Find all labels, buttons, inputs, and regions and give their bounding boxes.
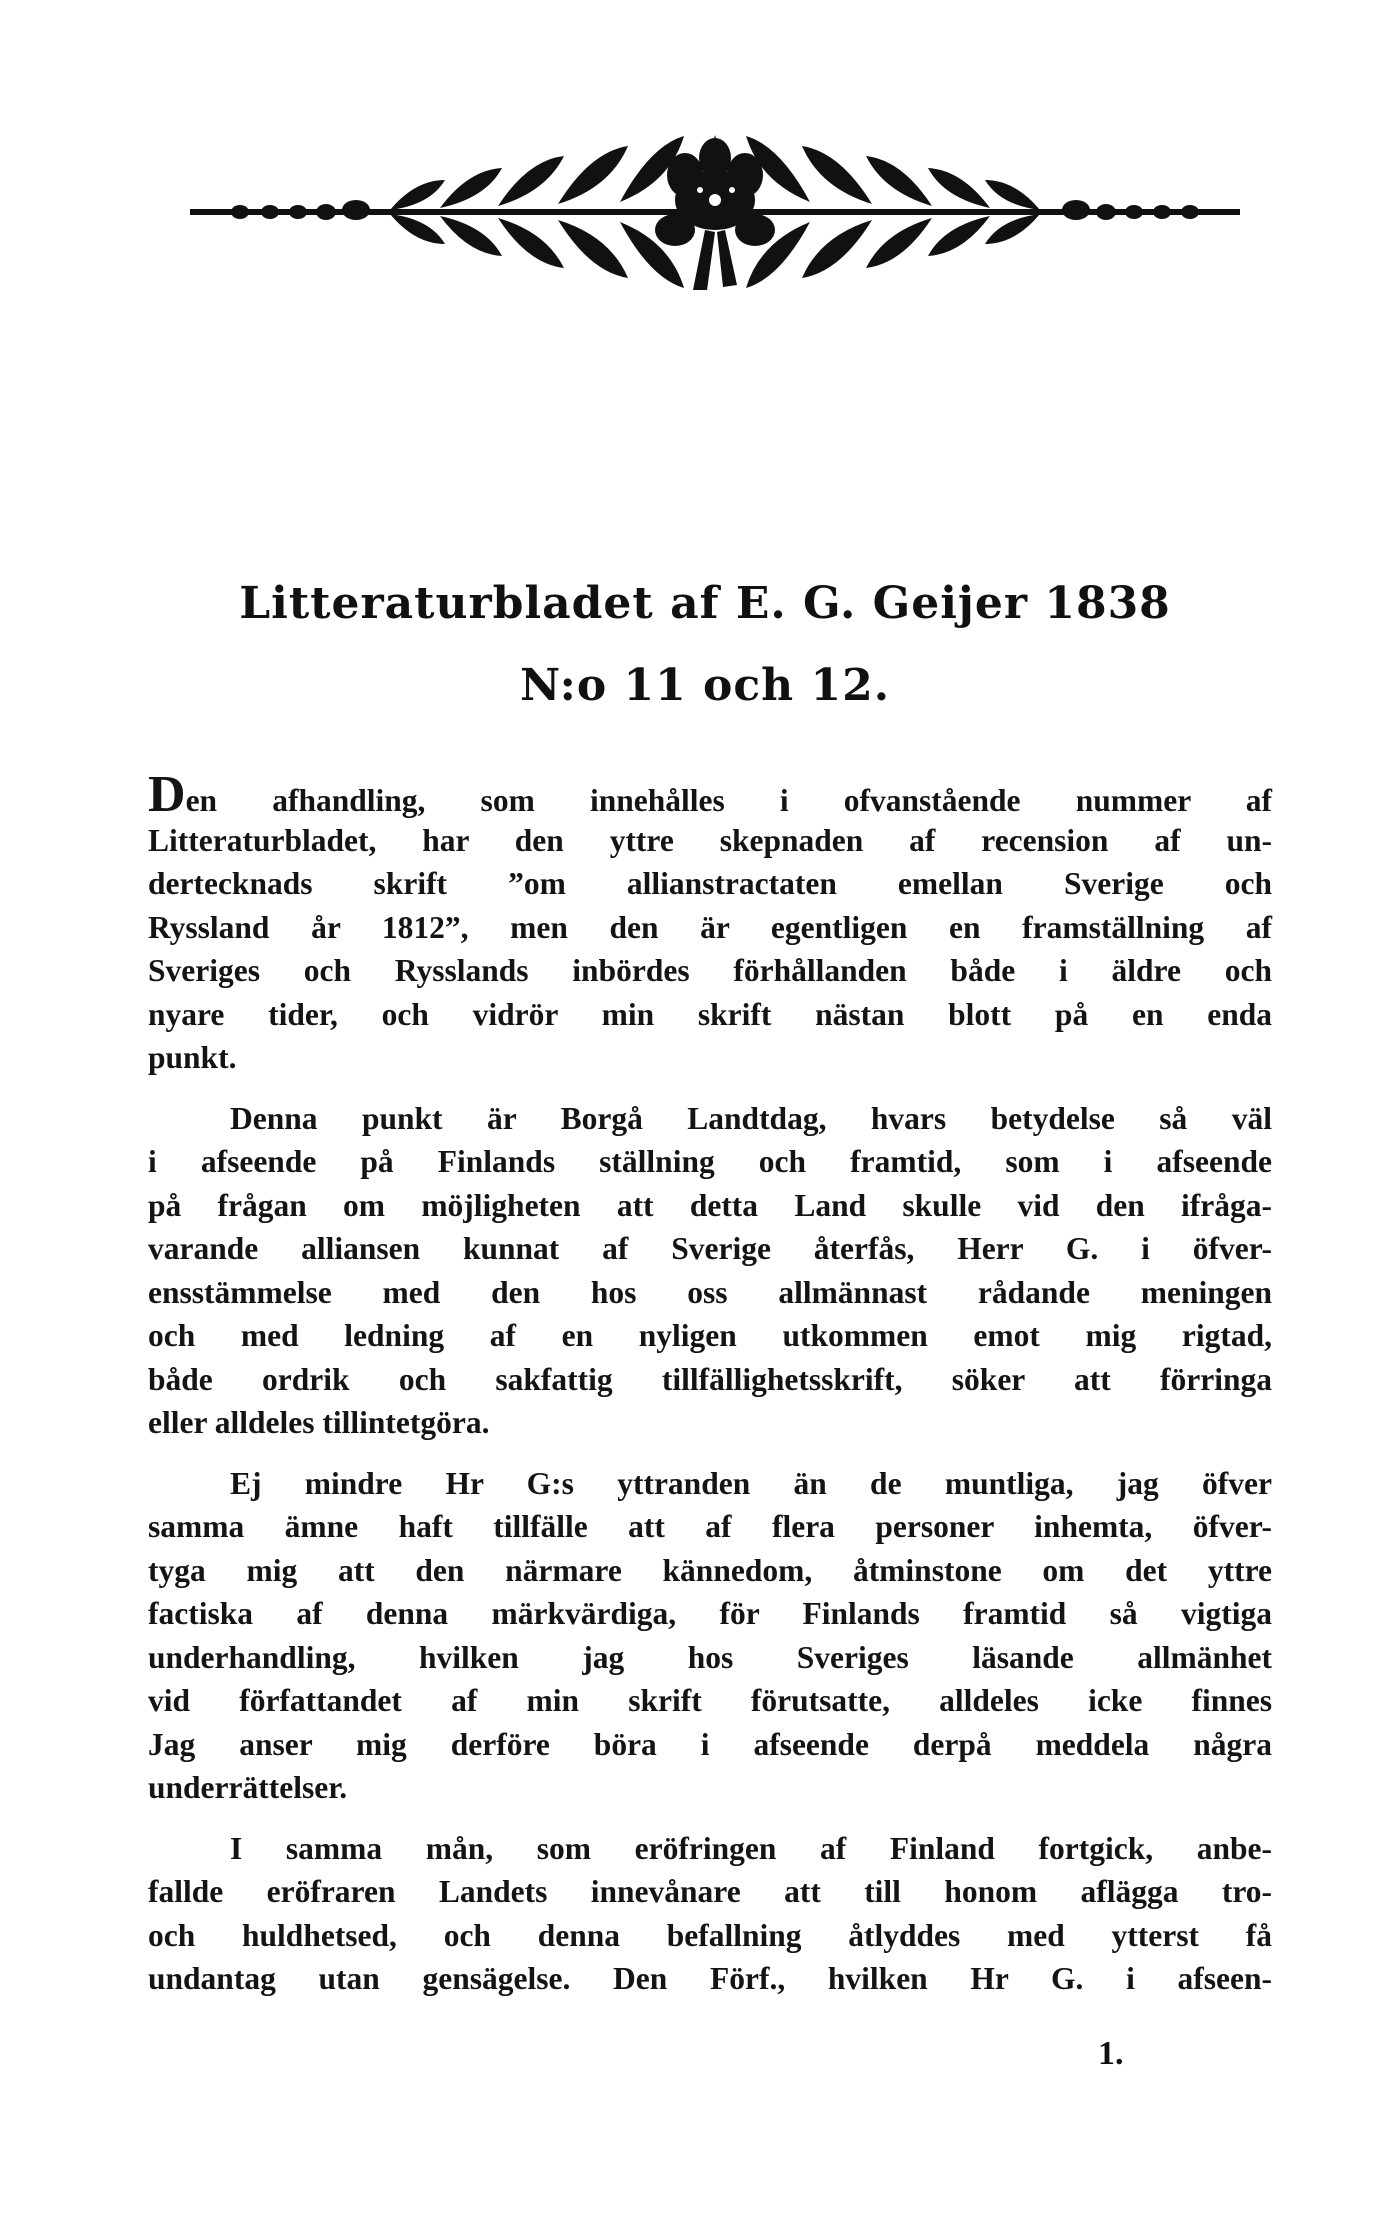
text-line: fallde eröfraren Landets innevånare att till honom aflägga tro- — [148, 1874, 1272, 1909]
text-line: Litteraturbladet, har den yttre skepnaden af recension af un- — [148, 822, 1272, 858]
page-number: 1. — [1098, 2035, 1124, 2072]
text-line: nyare tider, och vidrör min skrift nästan blott på en enda — [148, 996, 1272, 1032]
text-line — [148, 766, 1272, 823]
text-line: eller alldeles tillintetgöra. — [148, 1405, 490, 1440]
text-line: på frågan om möjligheten att detta Land skulle vid den ifråga- — [148, 1187, 1272, 1223]
text-line: Sveriges och Rysslands inbördes förhållanden både i äldre och — [148, 953, 1272, 988]
laurel-branch-ornament-icon — [180, 130, 1250, 300]
text-line: undantag utan gensägelse. Den Förf., hvilken Hr G. i afseen- — [148, 1961, 1272, 1996]
text-line: i afseende på Finlands ställning och framtid, som i afseende — [148, 1144, 1272, 1179]
paragraph-4 — [148, 1827, 1272, 2001]
issue-number: N:o 11 och 12. — [519, 660, 891, 711]
text-line: dertecknads skrift ”om allianstractaten emellan Sverige och — [148, 866, 1272, 901]
text-line: ensstämmelse med den hos oss allmännast rådande meningen — [148, 1274, 1272, 1310]
text-line: punkt. — [148, 1040, 237, 1075]
text-line: både ordrik och sakfattig tillfällighetsskrift, söker att förringa — [148, 1361, 1272, 1397]
text-line-content: en afhandling, som innehålles i ofvanstående nummer af — [185, 783, 1272, 818]
text-line: samma ämne haft tillfälle att af flera personer inhemta, öfver- — [148, 1509, 1272, 1544]
text-line: Denna punkt är Borgå Landtdag, hvars betydelse så väl — [230, 1100, 1272, 1136]
text-line: Ryssland år 1812”, men den är egentligen en framställning af — [148, 909, 1272, 945]
paragraph-1 — [148, 766, 1272, 1080]
text-line: underhandling, hvilken jag hos Sveriges läsande allmänhet — [148, 1639, 1272, 1675]
text-line: och med ledning af en nyligen utkommen emot mig rigtad, — [148, 1318, 1272, 1353]
text-line: I samma mån, som eröfringen af Finland fortgick, anbe- — [230, 1830, 1272, 1866]
article-body — [148, 766, 1272, 2001]
journal-title: Litteraturbladet af E. G. Geijer 1838 — [239, 578, 1171, 629]
text-line: factiska af denna märkvärdiga, för Finlands framtid så vigtiga — [148, 1596, 1272, 1631]
text-line: vid författandet af min skrift förutsatte, alldeles icke finnes — [148, 1683, 1272, 1718]
drop-cap: D — [148, 766, 186, 823]
text-line: och huldhetsed, och denna befallning åtlyddes med ytterst få — [148, 1917, 1272, 1953]
text-line: varande alliansen kunnat af Sverige återfås, Herr G. i öfver- — [148, 1231, 1272, 1266]
text-line: Jag anser mig derföre böra i afseende derpå meddela några — [148, 1726, 1272, 1762]
text-line: underrättelser. — [148, 1770, 348, 1805]
text-line: tyga mig att den närmare kännedom, åtminstone om det yttre — [148, 1552, 1272, 1588]
paragraph-3 — [148, 1462, 1272, 1810]
paragraph-2 — [148, 1097, 1272, 1445]
text-line: Ej mindre Hr G:s yttranden än de muntliga, jag öfver — [230, 1465, 1272, 1501]
